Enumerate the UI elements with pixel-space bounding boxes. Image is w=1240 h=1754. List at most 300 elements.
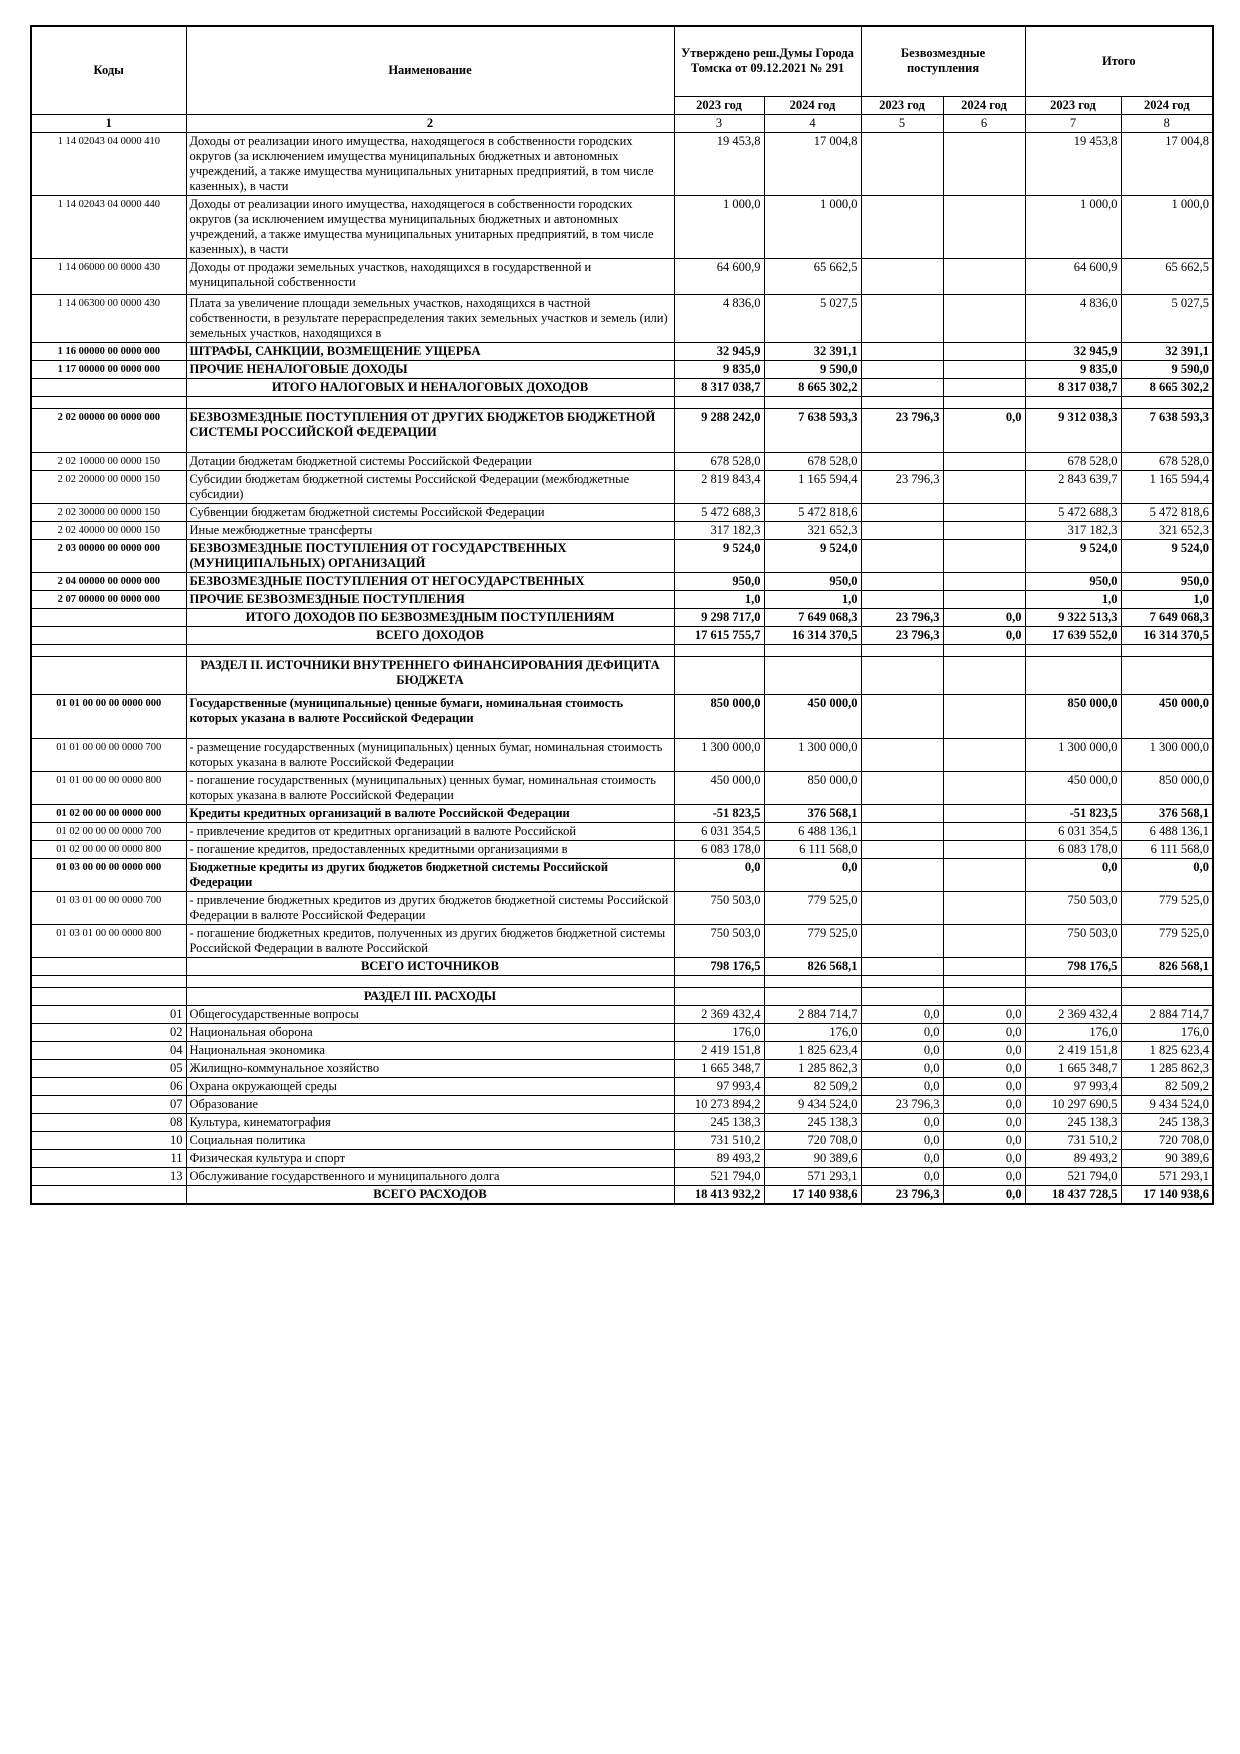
row-value: 17 140 938,6: [764, 1185, 861, 1204]
table-row: [31, 1005, 1213, 1023]
row-value: [1025, 975, 1121, 987]
row-code: 01: [31, 1005, 186, 1023]
row-code: [31, 396, 186, 408]
row-value: 176,0: [1121, 1023, 1213, 1041]
table-row: [31, 590, 1213, 608]
row-code: [31, 608, 186, 626]
row-name: Охрана окружающей среды: [186, 1077, 674, 1095]
row-value: [764, 975, 861, 987]
row-value: 0,0: [943, 1095, 1025, 1113]
row-value: 176,0: [764, 1023, 861, 1041]
row-code: [31, 1185, 186, 1204]
row-value: 65 662,5: [764, 258, 861, 294]
row-value: 1 165 594,4: [764, 470, 861, 503]
row-value: 450 000,0: [1025, 771, 1121, 804]
row-value: [861, 572, 943, 590]
row-value: [861, 590, 943, 608]
row-value: 90 389,6: [764, 1149, 861, 1167]
row-name: ШТРАФЫ, САНКЦИИ, ВОЗМЕЩЕНИЕ УЩЕРБА: [186, 342, 674, 360]
row-name: Физическая культура и спорт: [186, 1149, 674, 1167]
row-code: 1 14 06000 00 0000 430: [31, 258, 186, 294]
table-row: [31, 804, 1213, 822]
row-code: 2 02 00000 00 0000 000: [31, 408, 186, 452]
row-name: БЕЗВОЗМЕЗДНЫЕ ПОСТУПЛЕНИЯ ОТ ДРУГИХ БЮДЖЕТОВ БЮДЖЕТНОЙ СИСТЕМЫ РОССИЙСКОЙ ФЕДЕРАЦИИ: [186, 408, 674, 452]
header-year: 2024 год: [1121, 96, 1213, 114]
row-value: 950,0: [674, 572, 764, 590]
row-value: [943, 195, 1025, 258]
row-value: 750 503,0: [674, 891, 764, 924]
row-value: 750 503,0: [674, 924, 764, 957]
row-name: РАЗДЕЛ III. РАСХОДЫ: [186, 987, 674, 1005]
row-value: [861, 258, 943, 294]
row-value: [861, 132, 943, 195]
row-value: 720 708,0: [1121, 1131, 1213, 1149]
row-value: 678 528,0: [764, 452, 861, 470]
row-value: 9 524,0: [764, 539, 861, 572]
row-value: 1,0: [1121, 590, 1213, 608]
row-value: 9 434 524,0: [764, 1095, 861, 1113]
row-value: 82 509,2: [1121, 1077, 1213, 1095]
row-code: 1 17 00000 00 0000 000: [31, 360, 186, 378]
row-value: 1 300 000,0: [1025, 738, 1121, 771]
row-value: [943, 590, 1025, 608]
row-value: 2 419 151,8: [674, 1041, 764, 1059]
row-value: 0,0: [943, 1167, 1025, 1185]
row-value: 1 285 862,3: [1121, 1059, 1213, 1077]
row-value: [943, 452, 1025, 470]
row-value: [764, 987, 861, 1005]
row-value: 0,0: [943, 1005, 1025, 1023]
row-name: Бюджетные кредиты из других бюджетов бюджетной системы Российской Федерации: [186, 858, 674, 891]
row-code: 07: [31, 1095, 186, 1113]
table-row: [31, 1185, 1213, 1204]
row-value: [674, 656, 764, 694]
row-value: [943, 987, 1025, 1005]
row-value: [861, 378, 943, 396]
table-row: [31, 572, 1213, 590]
row-value: 6 031 354,5: [1025, 822, 1121, 840]
row-value: 17 615 755,7: [674, 626, 764, 644]
row-value: 1 300 000,0: [1121, 738, 1213, 771]
row-name: Плата за увеличение площади земельных участков, находящихся в частной собственности, в результате перераспределения таких земельных участков и земель (или) земельных участков, находящихся в: [186, 294, 674, 342]
row-value: 9 835,0: [674, 360, 764, 378]
row-value: [861, 987, 943, 1005]
row-value: 16 314 370,5: [764, 626, 861, 644]
row-value: [943, 503, 1025, 521]
row-name: Обслуживание государственного и муниципального долга: [186, 1167, 674, 1185]
table-row: [31, 195, 1213, 258]
row-value: [1025, 987, 1121, 1005]
row-value: [943, 342, 1025, 360]
row-value: 9 524,0: [1121, 539, 1213, 572]
row-value: 19 453,8: [674, 132, 764, 195]
row-value: 678 528,0: [1121, 452, 1213, 470]
header-approved: Утверждено реш.Думы Города Томска от 09.12.2021 № 291: [674, 26, 861, 96]
row-code: 1 16 00000 00 0000 000: [31, 342, 186, 360]
row-value: 678 528,0: [674, 452, 764, 470]
row-value: 1 165 594,4: [1121, 470, 1213, 503]
header-gratuitous: Безвозмездные поступления: [861, 26, 1025, 96]
row-value: 1 825 623,4: [764, 1041, 861, 1059]
row-value: 17 140 938,6: [1121, 1185, 1213, 1204]
row-value: 6 083 178,0: [674, 840, 764, 858]
table-row: [31, 822, 1213, 840]
row-code: 2 02 40000 00 0000 150: [31, 521, 186, 539]
row-code: 1 14 02043 04 0000 440: [31, 195, 186, 258]
row-value: [861, 840, 943, 858]
row-value: 23 796,3: [861, 626, 943, 644]
row-value: 9 524,0: [1025, 539, 1121, 572]
row-value: 32 391,1: [1121, 342, 1213, 360]
row-value: 0,0: [861, 1113, 943, 1131]
row-value: [764, 396, 861, 408]
row-value: [943, 822, 1025, 840]
row-code: 01 03 00 00 00 0000 000: [31, 858, 186, 891]
row-name: Социальная политика: [186, 1131, 674, 1149]
table-row: [31, 891, 1213, 924]
row-code: 01 02 00 00 00 0000 000: [31, 804, 186, 822]
row-value: [943, 924, 1025, 957]
row-value: [764, 644, 861, 656]
row-value: [943, 858, 1025, 891]
row-value: [861, 891, 943, 924]
row-value: 779 525,0: [764, 891, 861, 924]
table-row: [31, 378, 1213, 396]
row-value: 245 138,3: [764, 1113, 861, 1131]
row-value: 19 453,8: [1025, 132, 1121, 195]
row-value: 571 293,1: [1121, 1167, 1213, 1185]
spacer-row: [31, 396, 1213, 408]
row-name: [186, 975, 674, 987]
row-code: 06: [31, 1077, 186, 1095]
table-row: [31, 1077, 1213, 1095]
row-value: [861, 503, 943, 521]
header-year: 2023 год: [861, 96, 943, 114]
table-row: [31, 1167, 1213, 1185]
row-value: [861, 294, 943, 342]
row-value: 10 273 894,2: [674, 1095, 764, 1113]
row-name: Субсидии бюджетам бюджетной системы Российской Федерации (межбюджетные субсидии): [186, 470, 674, 503]
row-name: Субвенции бюджетам бюджетной системы Российской Федерации: [186, 503, 674, 521]
header-total: Итого: [1025, 26, 1213, 96]
row-value: 90 389,6: [1121, 1149, 1213, 1167]
row-value: 0,0: [943, 1185, 1025, 1204]
row-value: 7 649 068,3: [764, 608, 861, 626]
row-name: РАЗДЕЛ II. ИСТОЧНИКИ ВНУТРЕННЕГО ФИНАНСИРОВАНИЯ ДЕФИЦИТА БЮДЖЕТА: [186, 656, 674, 694]
row-value: 23 796,3: [861, 408, 943, 452]
table-row: [31, 521, 1213, 539]
row-value: [943, 891, 1025, 924]
row-value: 8 665 302,2: [764, 378, 861, 396]
row-value: [1025, 644, 1121, 656]
row-code: [31, 644, 186, 656]
row-value: 9 288 242,0: [674, 408, 764, 452]
row-value: 7 638 593,3: [764, 408, 861, 452]
row-value: [943, 957, 1025, 975]
row-value: [861, 822, 943, 840]
row-value: [943, 572, 1025, 590]
row-value: 89 493,2: [674, 1149, 764, 1167]
row-code: 02: [31, 1023, 186, 1041]
row-value: 6 111 568,0: [1121, 840, 1213, 858]
header-codes: Коды: [31, 26, 186, 114]
header-year: 2023 год: [1025, 96, 1121, 114]
table-row: [31, 503, 1213, 521]
row-value: [1121, 644, 1213, 656]
row-value: 450 000,0: [1121, 694, 1213, 738]
row-name: [186, 396, 674, 408]
table-row: [31, 738, 1213, 771]
row-value: [1121, 975, 1213, 987]
spacer-row: [31, 644, 1213, 656]
row-value: 245 138,3: [674, 1113, 764, 1131]
row-value: [943, 975, 1025, 987]
row-value: 9 298 717,0: [674, 608, 764, 626]
row-code: 2 02 30000 00 0000 150: [31, 503, 186, 521]
row-value: 9 590,0: [764, 360, 861, 378]
row-value: 82 509,2: [764, 1077, 861, 1095]
row-value: 9 835,0: [1025, 360, 1121, 378]
table-row: [31, 608, 1213, 626]
row-value: [943, 360, 1025, 378]
row-value: [861, 924, 943, 957]
table-body: [31, 132, 1213, 1204]
row-value: 317 182,3: [674, 521, 764, 539]
row-value: [943, 840, 1025, 858]
table-row: [31, 858, 1213, 891]
row-value: 176,0: [674, 1023, 764, 1041]
row-value: 0,0: [861, 1077, 943, 1095]
row-value: 6 031 354,5: [674, 822, 764, 840]
row-value: 23 796,3: [861, 1185, 943, 1204]
row-value: [861, 975, 943, 987]
row-code: 2 07 00000 00 0000 000: [31, 590, 186, 608]
row-value: [861, 858, 943, 891]
row-value: 1,0: [674, 590, 764, 608]
row-value: [861, 539, 943, 572]
row-value: 376 568,1: [764, 804, 861, 822]
row-value: [1025, 396, 1121, 408]
row-value: [1121, 656, 1213, 694]
row-value: 450 000,0: [674, 771, 764, 804]
row-value: [674, 975, 764, 987]
column-number: 6: [943, 114, 1025, 132]
row-code: 13: [31, 1167, 186, 1185]
row-value: 1 000,0: [764, 195, 861, 258]
row-value: [943, 132, 1025, 195]
row-value: [861, 694, 943, 738]
row-name: ИТОГО НАЛОГОВЫХ И НЕНАЛОГОВЫХ ДОХОДОВ: [186, 378, 674, 396]
row-value: 571 293,1: [764, 1167, 861, 1185]
row-code: [31, 957, 186, 975]
row-value: 0,0: [1025, 858, 1121, 891]
row-code: 08: [31, 1113, 186, 1131]
row-value: 321 652,3: [1121, 521, 1213, 539]
row-value: [1121, 987, 1213, 1005]
row-value: 9 434 524,0: [1121, 1095, 1213, 1113]
row-value: 521 794,0: [1025, 1167, 1121, 1185]
row-name: Культура, кинематография: [186, 1113, 674, 1131]
row-value: 245 138,3: [1025, 1113, 1121, 1131]
row-value: 0,0: [943, 1077, 1025, 1095]
row-value: [674, 396, 764, 408]
row-name: Доходы от реализации иного имущества, находящегося в собственности городских округов (за исключением имущества муниципальных бюджетных и автономных учреждений, а также имущества муниципальных унитарных предприятий, в том числе казенных), в части: [186, 132, 674, 195]
table-row: [31, 539, 1213, 572]
row-name: - погашение государственных (муниципальных) ценных бумаг, номинальная стоимость которых указана в валюте Российской Федерации: [186, 771, 674, 804]
row-value: 0,0: [943, 1023, 1025, 1041]
row-value: 521 794,0: [674, 1167, 764, 1185]
row-value: 5 472 688,3: [674, 503, 764, 521]
row-value: 950,0: [1025, 572, 1121, 590]
row-value: [943, 294, 1025, 342]
row-value: 850 000,0: [764, 771, 861, 804]
row-value: [861, 452, 943, 470]
row-value: 10 297 690,5: [1025, 1095, 1121, 1113]
row-code: 2 02 20000 00 0000 150: [31, 470, 186, 503]
row-name: - погашение кредитов, предоставленных кредитными организациями в: [186, 840, 674, 858]
row-value: 0,0: [861, 1167, 943, 1185]
row-value: 950,0: [1121, 572, 1213, 590]
row-value: [943, 771, 1025, 804]
row-value: 5 027,5: [764, 294, 861, 342]
row-name: - привлечение кредитов от кредитных организаций в валюте Российской: [186, 822, 674, 840]
row-value: [861, 804, 943, 822]
table-row: [31, 656, 1213, 694]
row-value: 0,0: [861, 1041, 943, 1059]
row-value: 6 083 178,0: [1025, 840, 1121, 858]
row-value: 1 665 348,7: [1025, 1059, 1121, 1077]
row-code: 10: [31, 1131, 186, 1149]
row-code: [31, 975, 186, 987]
row-value: [943, 804, 1025, 822]
column-number: 1: [31, 114, 186, 132]
header-name: Наименование: [186, 26, 674, 114]
row-value: 6 488 136,1: [1121, 822, 1213, 840]
row-value: 731 510,2: [1025, 1131, 1121, 1149]
header-year: 2024 год: [943, 96, 1025, 114]
row-name: Общегосударственные вопросы: [186, 1005, 674, 1023]
row-value: [764, 656, 861, 694]
row-value: [674, 987, 764, 1005]
table-row: [31, 1059, 1213, 1077]
row-value: [861, 195, 943, 258]
row-name: ВСЕГО ДОХОДОВ: [186, 626, 674, 644]
row-code: [31, 626, 186, 644]
table-row: [31, 771, 1213, 804]
row-value: 0,0: [943, 1131, 1025, 1149]
header-year: 2023 год: [674, 96, 764, 114]
column-number: 5: [861, 114, 943, 132]
row-name: Доходы от реализации иного имущества, находящегося в собственности городских округов (за исключением имущества муниципальных бюджетных и автономных учреждений, а также имущества муниципальных унитарных предприятий, в том числе казенных), в части: [186, 195, 674, 258]
row-value: 2 419 151,8: [1025, 1041, 1121, 1059]
row-value: 0,0: [861, 1023, 943, 1041]
table-row: [31, 840, 1213, 858]
row-name: Кредиты кредитных организаций в валюте Российской Федерации: [186, 804, 674, 822]
row-value: 1 825 623,4: [1121, 1041, 1213, 1059]
row-value: 6 488 136,1: [764, 822, 861, 840]
row-code: 04: [31, 1041, 186, 1059]
row-code: 11: [31, 1149, 186, 1167]
row-code: 2 03 00000 00 0000 000: [31, 539, 186, 572]
row-value: [674, 644, 764, 656]
row-value: 0,0: [861, 1005, 943, 1023]
row-code: 01 01 00 00 00 0000 000: [31, 694, 186, 738]
column-number: 3: [674, 114, 764, 132]
table-row: [31, 1023, 1213, 1041]
row-code: 01 03 01 00 00 0000 800: [31, 924, 186, 957]
row-value: 5 472 818,6: [764, 503, 861, 521]
row-value: 798 176,5: [1025, 957, 1121, 975]
row-value: 65 662,5: [1121, 258, 1213, 294]
row-code: 1 14 02043 04 0000 410: [31, 132, 186, 195]
row-value: 7 638 593,3: [1121, 408, 1213, 452]
row-value: 2 843 639,7: [1025, 470, 1121, 503]
row-value: 16 314 370,5: [1121, 626, 1213, 644]
table-row: [31, 470, 1213, 503]
row-value: 18 437 728,5: [1025, 1185, 1121, 1204]
row-value: [1025, 656, 1121, 694]
row-value: 9 524,0: [674, 539, 764, 572]
row-value: 89 493,2: [1025, 1149, 1121, 1167]
row-code: 1 14 06300 00 0000 430: [31, 294, 186, 342]
table-row: [31, 1095, 1213, 1113]
table-row: [31, 1131, 1213, 1149]
row-value: 8 317 038,7: [674, 378, 764, 396]
row-name: Национальная оборона: [186, 1023, 674, 1041]
row-value: 678 528,0: [1025, 452, 1121, 470]
row-value: [943, 738, 1025, 771]
column-number: 4: [764, 114, 861, 132]
row-value: 1,0: [1025, 590, 1121, 608]
table-row: [31, 626, 1213, 644]
row-value: [943, 656, 1025, 694]
row-code: 01 01 00 00 00 0000 700: [31, 738, 186, 771]
row-value: 5 472 818,6: [1121, 503, 1213, 521]
row-value: 779 525,0: [1121, 924, 1213, 957]
row-name: БЕЗВОЗМЕЗДНЫЕ ПОСТУПЛЕНИЯ ОТ НЕГОСУДАРСТВЕННЫХ: [186, 572, 674, 590]
row-value: 0,0: [943, 408, 1025, 452]
row-value: 176,0: [1025, 1023, 1121, 1041]
row-value: 23 796,3: [861, 1095, 943, 1113]
table-row: [31, 360, 1213, 378]
row-name: Дотации бюджетам бюджетной системы Российской Федерации: [186, 452, 674, 470]
row-value: 2 884 714,7: [764, 1005, 861, 1023]
row-value: 1,0: [764, 590, 861, 608]
header-year: 2024 год: [764, 96, 861, 114]
row-value: 0,0: [943, 1041, 1025, 1059]
row-name: - погашение бюджетных кредитов, полученных из других бюджетов бюджетной системы Российской Федерации в валюте Российской: [186, 924, 674, 957]
row-name: Жилищно-коммунальное хозяйство: [186, 1059, 674, 1077]
row-value: 798 176,5: [674, 957, 764, 975]
row-value: 376 568,1: [1121, 804, 1213, 822]
row-value: 1 000,0: [1025, 195, 1121, 258]
row-value: 0,0: [943, 608, 1025, 626]
row-value: -51 823,5: [1025, 804, 1121, 822]
row-code: 05: [31, 1059, 186, 1077]
row-value: 1 300 000,0: [764, 738, 861, 771]
row-value: [943, 694, 1025, 738]
row-value: [861, 342, 943, 360]
column-number: 2: [186, 114, 674, 132]
row-value: [943, 258, 1025, 294]
row-value: 317 182,3: [1025, 521, 1121, 539]
row-value: [861, 644, 943, 656]
row-code: 01 03 01 00 00 0000 700: [31, 891, 186, 924]
row-value: 5 472 688,3: [1025, 503, 1121, 521]
row-value: 2 819 843,4: [674, 470, 764, 503]
row-code: [31, 656, 186, 694]
row-value: 7 649 068,3: [1121, 608, 1213, 626]
